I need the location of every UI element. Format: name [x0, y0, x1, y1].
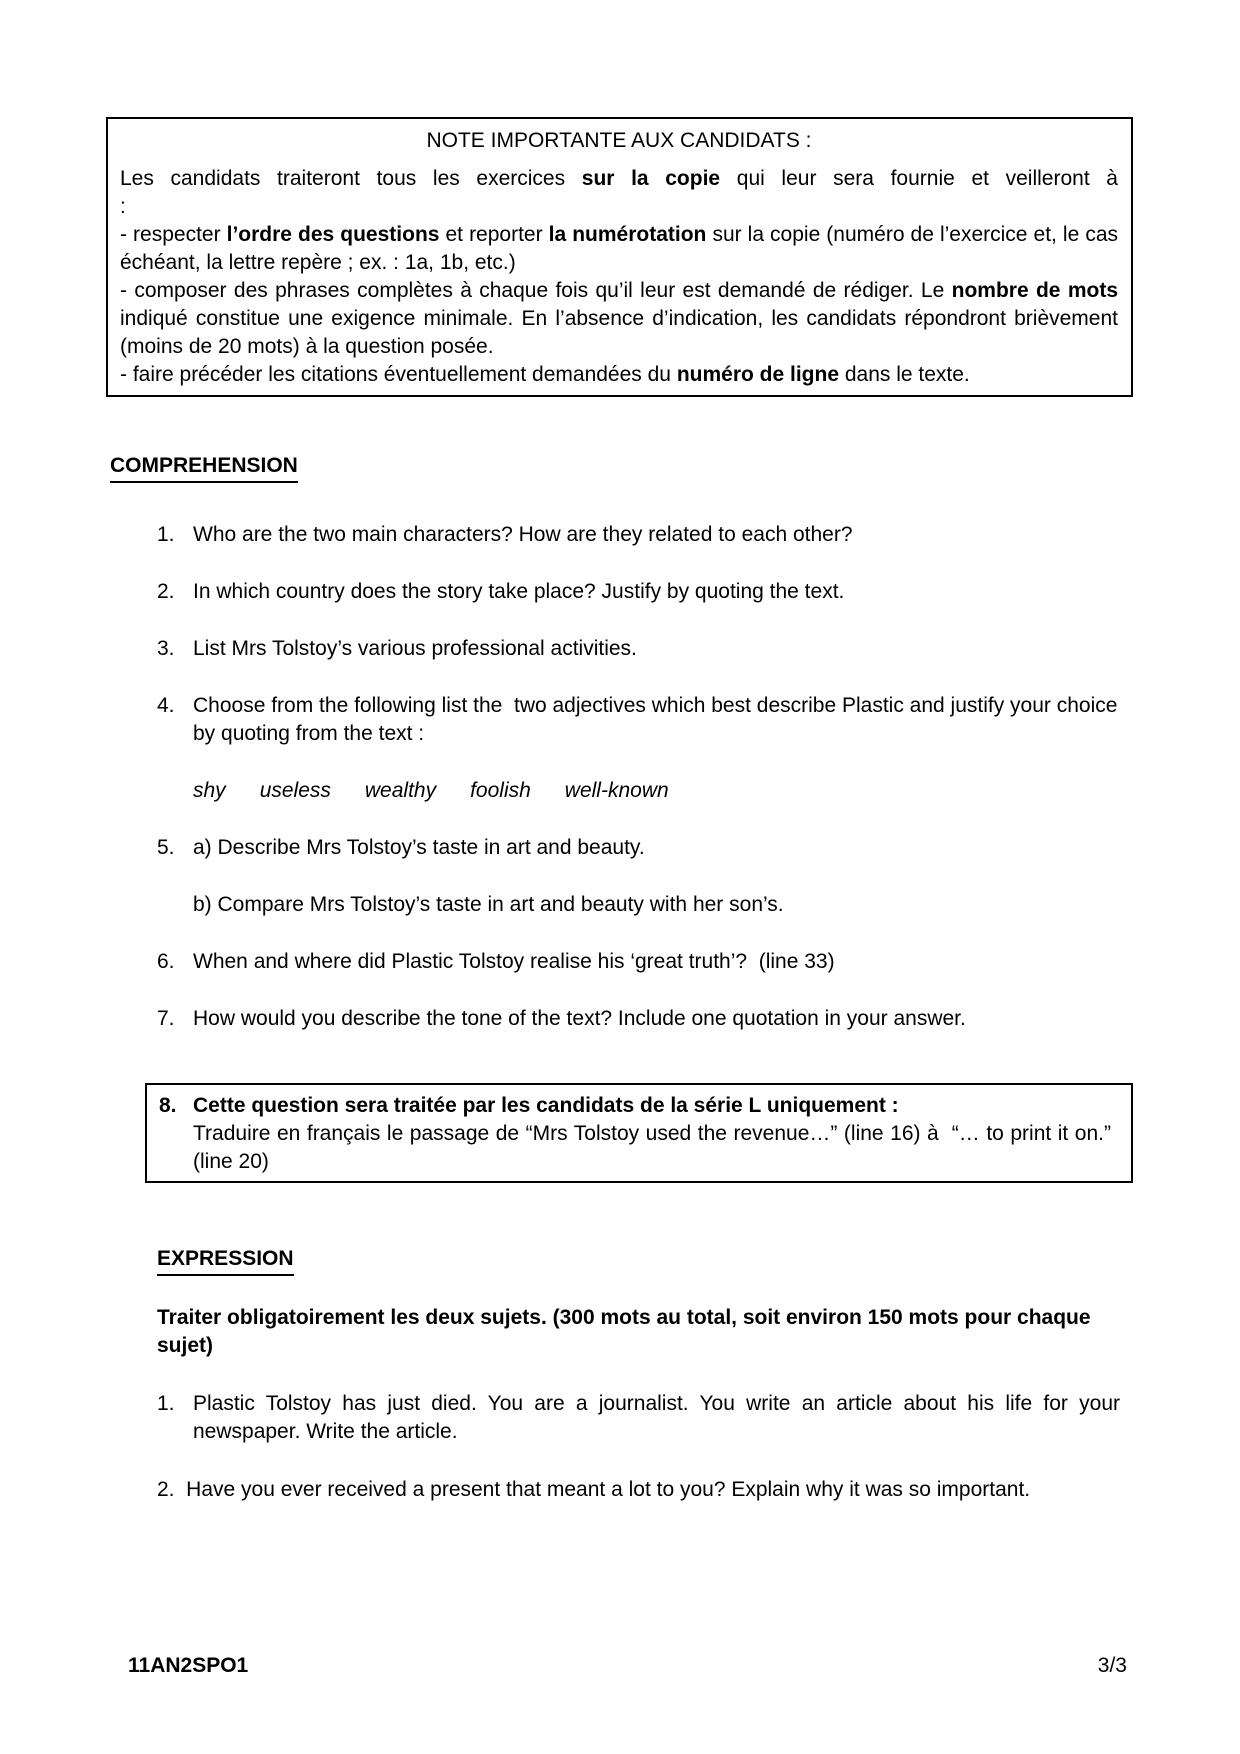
- adjective-option: well-known: [564, 779, 669, 802]
- question-8-box: [145, 1083, 1133, 1183]
- exam-code: 11AN2SPO1: [128, 1654, 249, 1677]
- adjective-option: wealthy: [364, 779, 437, 802]
- note-item-segment: sur la copie (numéro de l’exercice et, le cas échéant, la lettre repère ; ex. : 1a, 1b, etc.): [120, 223, 1119, 274]
- question-number: 6.: [157, 950, 175, 973]
- page-footer: [128, 1652, 1127, 1680]
- question-text: In which country does the story take place? Justify by quoting the text.: [193, 580, 845, 603]
- question-8-title: Cette question sera traitée par les candidats de la série L uniquement :: [193, 1094, 899, 1117]
- adjective-choices: [193, 777, 1120, 805]
- bold-emphasis: nombre de mots: [951, 279, 1119, 302]
- note-item-segment: et reporter: [439, 223, 549, 246]
- comprehension-heading: COMPREHENSION: [110, 452, 298, 483]
- adjective-option: shy: [193, 779, 226, 802]
- question-number: 8.: [159, 1094, 177, 1117]
- comprehension-question-7: [157, 1005, 1120, 1033]
- note-intro: [120, 165, 1118, 193]
- bold-emphasis: sur la copie: [581, 167, 721, 190]
- comprehension-question-1: [157, 521, 1120, 549]
- note-intro-segment: qui leur sera fournie et veilleront à: [720, 167, 1118, 190]
- comprehension-question-3: [157, 635, 1120, 663]
- bold-emphasis: la numérotation: [548, 223, 707, 246]
- expression-heading: EXPRESSION: [157, 1245, 294, 1276]
- question-8-body: Traduire en français le passage de “Mrs Tolstoy used the revenue…” (line 16) à “… to print it on.” (line 20): [193, 1122, 1111, 1173]
- note-item-segment: - faire précéder les citations éventuellement demandées du: [120, 363, 677, 386]
- bold-emphasis: numéro de ligne: [676, 363, 840, 386]
- note-intro-colon: :: [120, 195, 126, 218]
- adjective-option: useless: [259, 779, 331, 802]
- comprehension-question-6: [157, 948, 1120, 976]
- question-text: b) Compare Mrs Tolstoy’s taste in art and beauty with her son’s.: [193, 893, 784, 916]
- comprehension-section: [110, 452, 1240, 483]
- question-number: 3.: [157, 637, 175, 660]
- note-item-2: [120, 277, 1118, 361]
- expression-question-2: 2. Have you ever received a present that meant a lot to you? Explain why it was so important.: [157, 1478, 1031, 1501]
- question-text: List Mrs Tolstoy’s various professional activities.: [193, 637, 637, 660]
- question-number: 1.: [157, 523, 175, 546]
- question-text: Plastic Tolstoy has just died. You are a journalist. You write an article about his life for your newspaper. Write the article.: [193, 1392, 1120, 1443]
- note-item-segment: indiqué constitue une exigence minimale. En l’absence d’indication, les candidats répondront brièvement (moins de 20 mots) à la question posée.: [120, 307, 1118, 358]
- question-number: 1.: [157, 1392, 175, 1415]
- note-item-1: [120, 221, 1118, 277]
- comprehension-question-5a: [157, 834, 1120, 862]
- question-number: 2.: [157, 580, 175, 603]
- question-number: 4.: [157, 694, 175, 717]
- note-title: NOTE IMPORTANTE AUX CANDIDATS :: [426, 129, 812, 152]
- question-number: [157, 891, 193, 919]
- question-text: Choose from the following list the two adjectives which best describe Plastic and justify your choice by quoting from the text :: [193, 694, 1118, 745]
- note-item-segment: - respecter: [120, 223, 227, 246]
- important-note-box: [106, 117, 1133, 397]
- question-text: When and where did Plastic Tolstoy realise his ‘great truth’? (line 33): [193, 950, 835, 973]
- comprehension-question-5b: [157, 891, 1120, 919]
- note-item-segment: - composer des phrases complètes à chaque fois qu’il leur est demandé de rédiger. Le: [120, 279, 952, 302]
- comprehension-question-4: [157, 692, 1120, 748]
- adjective-option: foolish: [470, 779, 531, 802]
- expression-section: [157, 1245, 1240, 1276]
- note-item-segment: dans le texte.: [839, 363, 970, 386]
- page-number: 3/3: [1097, 1654, 1127, 1677]
- expression-question-1: [157, 1390, 1120, 1446]
- question-text: Who are the two main characters? How are they related to each other?: [193, 523, 853, 546]
- note-intro-segment: Les candidats traiteront tous les exercices: [120, 167, 582, 190]
- note-item-3: [120, 361, 1118, 389]
- bold-emphasis: l’ordre des questions: [226, 223, 440, 246]
- comprehension-question-2: [157, 578, 1120, 606]
- question-text: How would you describe the tone of the text? Include one quotation in your answer.: [193, 1007, 966, 1030]
- question-8-content: [193, 1092, 1111, 1176]
- question-number: 5.: [157, 836, 175, 859]
- question-text: a) Describe Mrs Tolstoy’s taste in art and beauty.: [193, 836, 645, 859]
- expression-instruction: Traiter obligatoirement les deux sujets. (300 mots au total, soit environ 150 mots pour chaque sujet): [157, 1306, 1091, 1357]
- question-number: 7.: [157, 1007, 175, 1030]
